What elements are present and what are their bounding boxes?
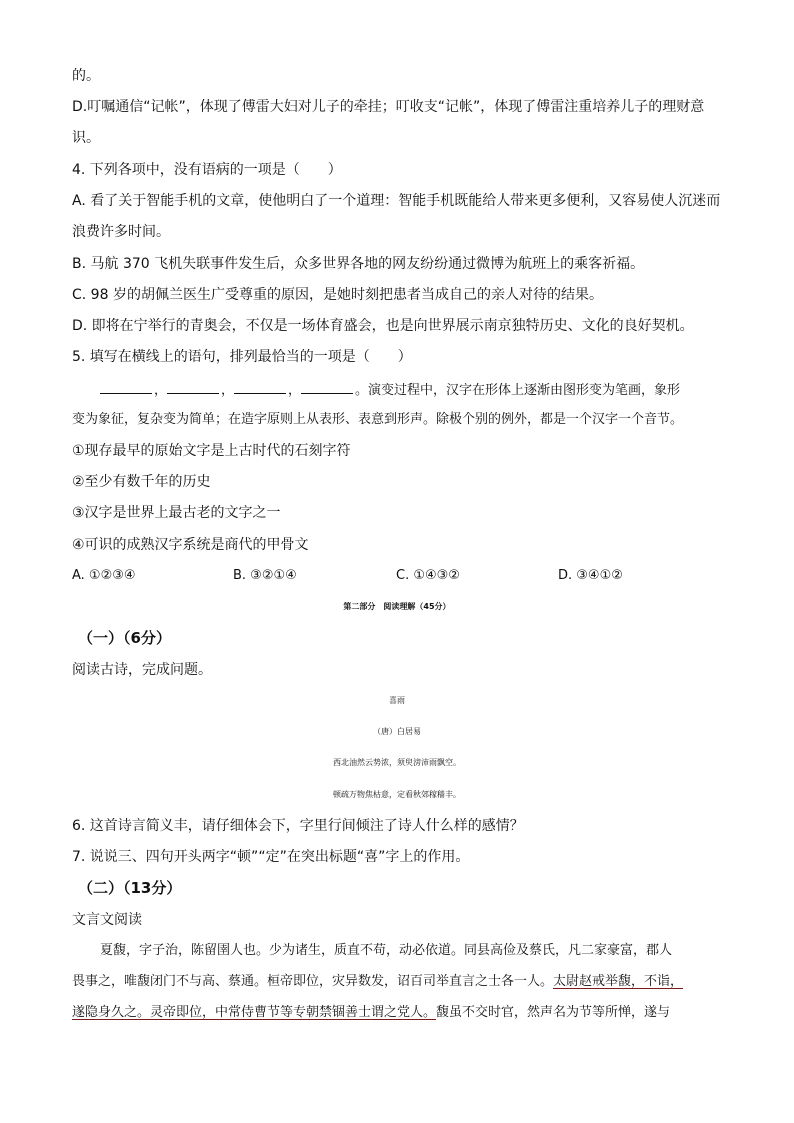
q5-passage-line1 (100, 379, 680, 401)
question-5: 5. 填写在横线上的语句，排列最恰当的一项是（ ） (72, 349, 412, 365)
q5-option-b: B. ③②①④ (233, 568, 297, 583)
fill-blank (167, 379, 219, 394)
poem-line-1: 西北油然云势浓，须臾滂沛雨飘空。 (333, 758, 461, 767)
comma: ， (221, 383, 235, 398)
classical-text-line2 (72, 972, 683, 992)
sentence-1: ①现存最早的原始文字是上古时代的石刻字符 (72, 443, 351, 459)
question-6: 6. 这首诗言简义丰，请仔细体会下，字里行间倾注了诗人什么样的感情？ (72, 818, 524, 834)
sentence-2: ②至少有数千年的历史 (72, 474, 211, 490)
fill-blank (234, 379, 286, 394)
underlined-segment: 遂隐身久之。灵帝即位， (72, 1005, 216, 1020)
fill-blank (301, 379, 353, 394)
q4-option-a: A. 看了关于智能手机的文章，使他明白了一个道理：智能手机既能给人带来更多便利，又容易使人沉迷而 (72, 193, 721, 209)
fill-blank (100, 379, 152, 394)
classical-text-line1: 夏馥，字子治，陈留圉人也。少为诸生，质直不苟，动必依道。同县高俭及蔡氏，凡二家豪富，郡人 (100, 943, 673, 958)
section-1-intro: 阅读古诗，完成问题。 (72, 662, 212, 678)
underlined-segment: 太尉赵戒举馥，不诣， (553, 974, 684, 989)
q5-option-c: C. ①④③② (396, 568, 460, 583)
q5-option-d: D. ③④①② (558, 568, 623, 583)
section-1-heading: （一）（6分） (78, 629, 171, 647)
sentence-4: ④可识的成熟汉字系统是商代的甲骨文 (72, 537, 309, 553)
poem-author: （唐）白居易 (373, 727, 421, 736)
part-two-title: 第二部分 阅读理解（45分） (343, 602, 451, 611)
q4-option-c: C. 98 岁的胡佩兰医生广受尊重的原因，是她时刻把患者当成自己的亲人对待的结果。 (72, 287, 603, 303)
comma: ， (288, 383, 302, 398)
underlined-segment: 中常侍曹节等专朝禁锢善士谓之党人。 (215, 1005, 437, 1020)
text-line: 识。 (72, 130, 100, 146)
comma: ， (154, 383, 168, 398)
classical-text-segment: 馥虽不交时官，然声名为节等所惮，遂与 (436, 1005, 671, 1020)
section-2-intro: 文言文阅读 (72, 912, 142, 928)
text-line: 的。 (72, 68, 100, 84)
sentence-3: ③汉字是世界上最古老的文字之一 (72, 505, 281, 521)
text-line: D.叮嘱通信“记帐”，体现了傅雷大妇对儿子的牵挂；叮收支“记帐”，体现了傅雷注重培养儿子的理财意 (72, 99, 705, 115)
poem-line-2: 顿疏万物焦枯意，定看秋郊稼穑丰。 (333, 790, 461, 799)
q5-option-a: A. ①②③④ (72, 568, 136, 583)
classical-text-segment: 畏事之，唯馥闭门不与高、蔡通。桓帝即位，灾异数发，诏百司举直言之士各一人。 (72, 974, 554, 989)
classical-text-line3 (72, 1003, 670, 1023)
question-7: 7. 说说三、四句开头两字“顿”“定”在突出标题“喜”字上的作用。 (72, 849, 470, 865)
poem-title: 喜雨 (389, 696, 405, 705)
q4-option-a-cont: 浪费许多时间。 (72, 224, 170, 240)
passage-text: 。演变过程中，汉字在形体上逐渐由图形变为笔画，象形 (355, 383, 681, 398)
q4-option-b: B. 马航 370 飞机失联事件发生后，众多世界各地的网友纷纷通过微博为航班上的乘客祈福。 (72, 256, 645, 272)
q4-option-d: D. 即将在宁举行的青奥会，不仅是一场体育盛会，也是向世界展示南京独特历史、文化的良好契机。 (72, 318, 694, 334)
section-2-heading: （二）（13分） (78, 879, 182, 897)
question-4: 4. 下列各项中，没有语病的一项是（ ） (72, 162, 342, 178)
q5-passage-line2: 变为象征，复杂变为简单；在造字原则上从表形、表意到形声。除极个别的例外，都是一个汉字一个音节。 (72, 412, 684, 427)
